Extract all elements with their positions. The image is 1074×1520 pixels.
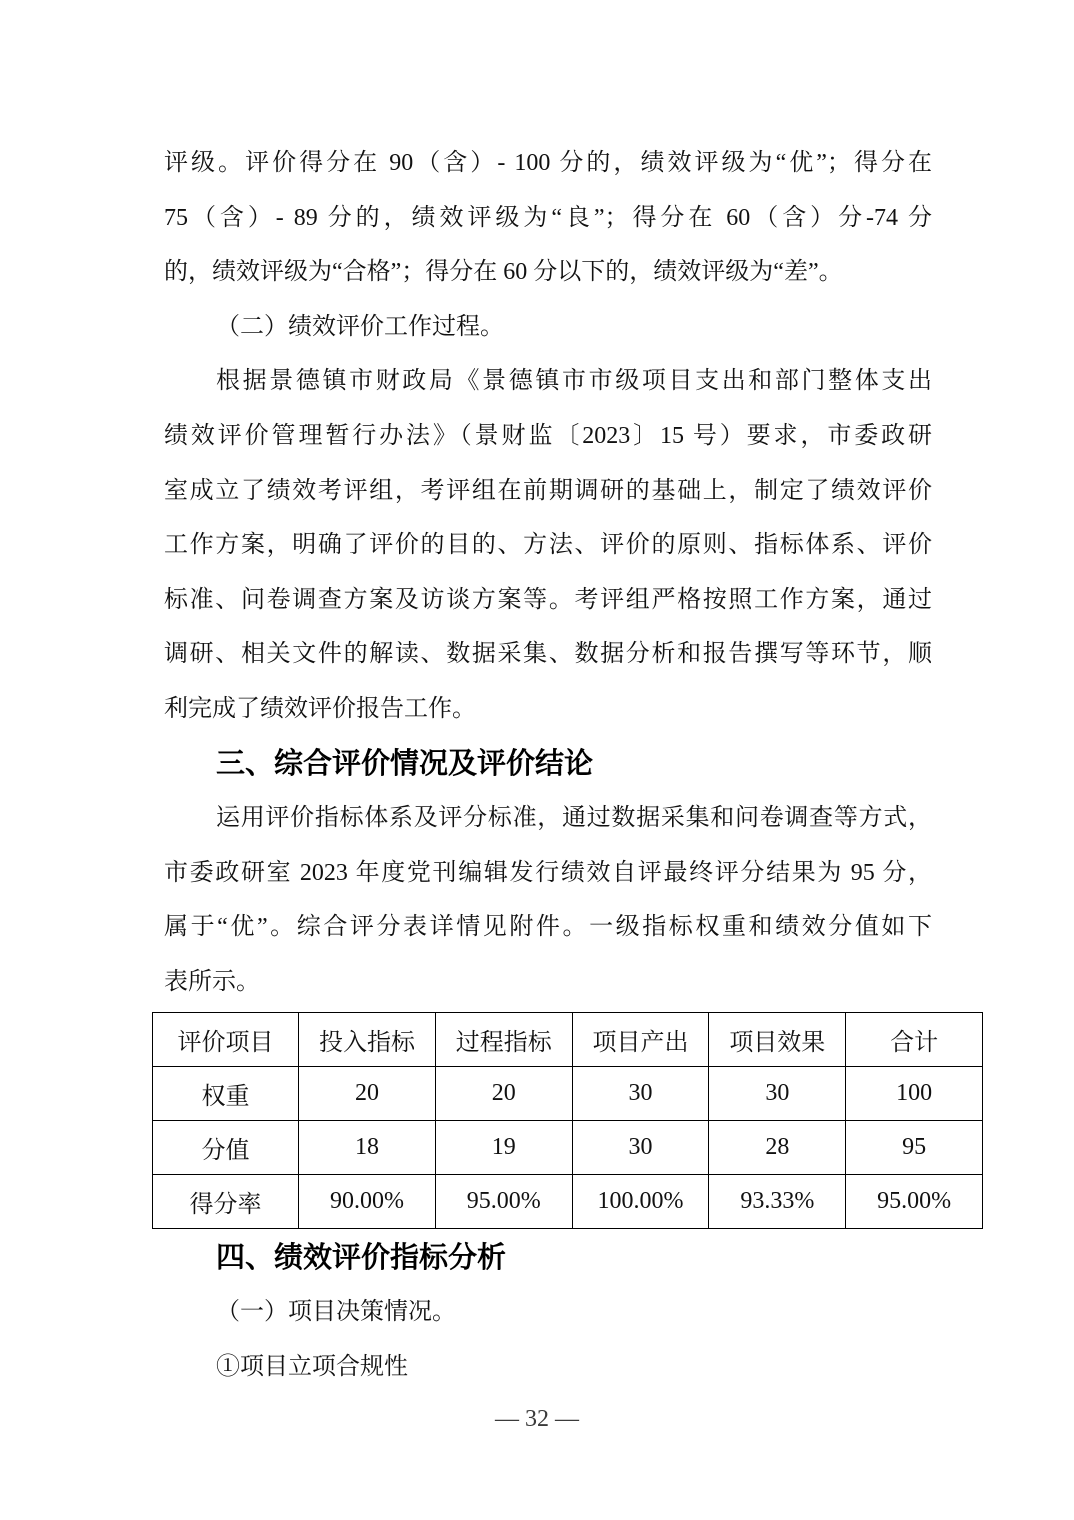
table-cell: 100.00% bbox=[572, 1174, 709, 1228]
subsection-heading-2: （二）绩效评价工作过程。 bbox=[216, 313, 504, 340]
score-summary-table bbox=[152, 1012, 983, 1229]
row-label-weight: 权重 bbox=[153, 1066, 299, 1120]
paragraph-line: 绩效评价管理暂行办法》（景财监〔2023〕15 号）要求，市委政研 bbox=[164, 422, 932, 449]
row-label-score-rate: 得分率 bbox=[153, 1174, 299, 1228]
paragraph-line: 75（含）- 89 分的，绩效评级为“良”；得分在 60（含）分-74 分 bbox=[164, 204, 932, 231]
paragraph-line: 评级。评价得分在 90（含）- 100 分的，绩效评级为“优”；得分在 bbox=[164, 150, 932, 176]
table-row bbox=[153, 1174, 983, 1228]
paragraph-line: 运用评价指标体系及评分标准，通过数据采集和问卷调查等方式， bbox=[216, 805, 932, 832]
table-row bbox=[153, 1066, 983, 1120]
table-cell: 18 bbox=[299, 1120, 436, 1174]
section-heading-3: 三、综合评价情况及评价结论 bbox=[216, 747, 594, 780]
table-header-cell: 项目产出 bbox=[572, 1012, 709, 1066]
paragraph-line: 工作方案，明确了评价的目的、方法、评价的原则、指标体系、评价 bbox=[164, 532, 932, 559]
table-cell: 30 bbox=[572, 1066, 709, 1120]
subsection-heading-1: （一）项目决策情况。 bbox=[216, 1299, 456, 1326]
paragraph-line: 的，绩效评级为“合格”；得分在 60 分以下的，绩效评级为“差”。 bbox=[164, 259, 843, 286]
table-header-cell: 过程指标 bbox=[435, 1012, 572, 1066]
table-cell: 19 bbox=[435, 1120, 572, 1174]
paragraph-line: 市委政研室 2023 年度党刊编辑发行绩效自评最终评分结果为 95 分， bbox=[164, 859, 932, 886]
paragraph-line: 标准、问卷调查方案及访谈方案等。考评组严格按照工作方案，通过 bbox=[164, 586, 932, 613]
table-cell: 90.00% bbox=[299, 1174, 436, 1228]
page-number: — 32 — bbox=[495, 1406, 579, 1432]
numbered-item-line: ①项目立项合规性 bbox=[216, 1353, 408, 1380]
table-cell: 30 bbox=[709, 1066, 846, 1120]
table-header-cell: 合计 bbox=[846, 1012, 983, 1066]
table-cell: 95 bbox=[846, 1120, 983, 1174]
paragraph-line: 调研、相关文件的解读、数据采集、数据分析和报告撰写等环节，顺 bbox=[164, 641, 932, 668]
paragraph-line: 属于“优”。综合评分表详情见附件。一级指标权重和绩效分值如下 bbox=[164, 914, 932, 941]
table-cell: 100 bbox=[846, 1066, 983, 1120]
table-cell: 95.00% bbox=[435, 1174, 572, 1228]
table-cell: 20 bbox=[299, 1066, 436, 1120]
table-cell: 30 bbox=[572, 1120, 709, 1174]
table-header-row bbox=[153, 1012, 983, 1066]
table-cell: 20 bbox=[435, 1066, 572, 1120]
table-cell: 95.00% bbox=[846, 1174, 983, 1228]
row-label-score: 分值 bbox=[153, 1120, 299, 1174]
paragraph-line: 表所示。 bbox=[164, 968, 260, 995]
table-header-cell: 项目效果 bbox=[709, 1012, 846, 1066]
table-cell: 28 bbox=[709, 1120, 846, 1174]
table-header-cell: 投入指标 bbox=[299, 1012, 436, 1066]
paragraph-line: 室成立了绩效考评组，考评组在前期调研的基础上，制定了绩效评价 bbox=[164, 477, 932, 504]
paragraph-line: 根据景德镇市财政局《景德镇市市级项目支出和部门整体支出 bbox=[216, 368, 932, 395]
table-row bbox=[153, 1120, 983, 1174]
table-header-cell: 评价项目 bbox=[153, 1012, 299, 1066]
table-cell: 93.33% bbox=[709, 1174, 846, 1228]
paragraph-line: 利完成了绩效评价报告工作。 bbox=[164, 695, 476, 722]
page-body bbox=[164, 136, 952, 1394]
section-heading-4: 四、绩效评价指标分析 bbox=[216, 1241, 507, 1274]
